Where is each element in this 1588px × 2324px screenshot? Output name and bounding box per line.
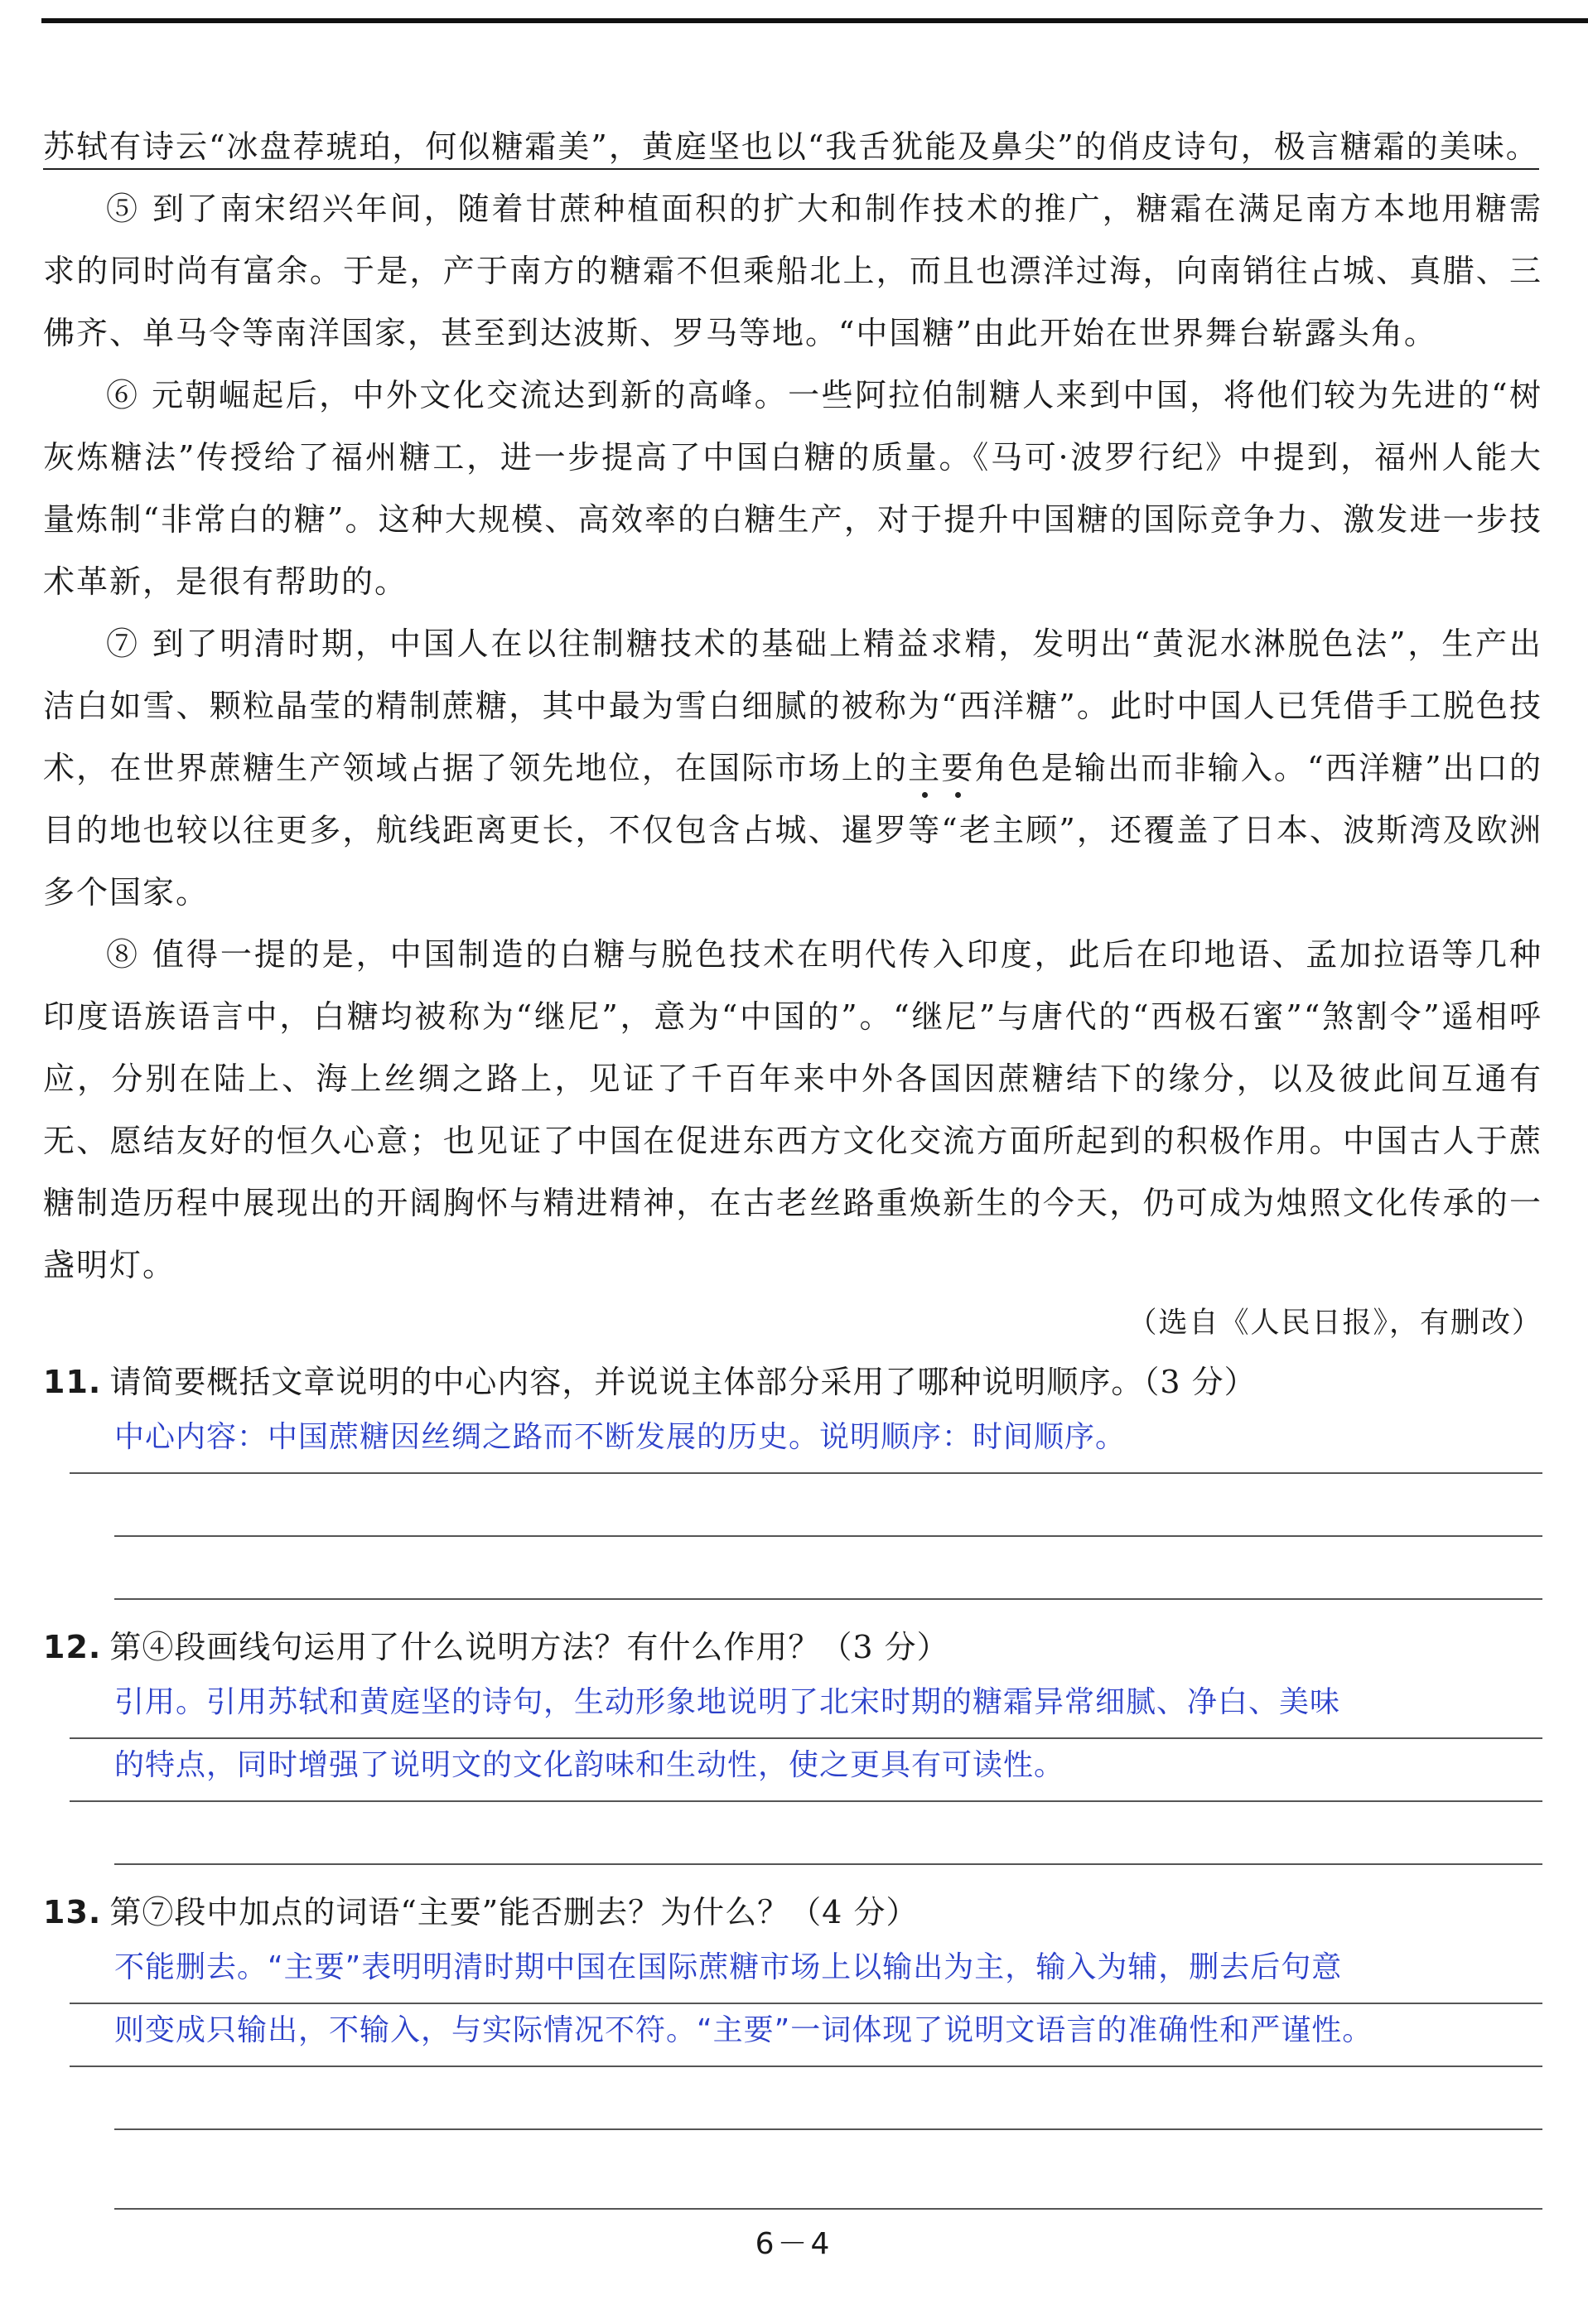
answer-line: 中心内容：中国蔗糖因丝绸之路而不断发展的历史。说明顺序：时间顺序。 <box>70 1411 1542 1474</box>
question-number: 11. <box>43 1364 102 1400</box>
question-12-prompt <box>43 1618 1542 1676</box>
question-13-prompt <box>43 1883 1542 1941</box>
top-rule <box>41 18 1588 23</box>
answer-area-11[interactable] <box>114 1411 1542 1600</box>
underlined-sentence: 苏轼有诗云“冰盘荐琥珀，何似糖霜美”，黄庭坚也以“我舌犹能及鼻尖”的俏皮诗句，极言糖霜的美味。 <box>43 128 1539 170</box>
question-number: 13. <box>43 1894 102 1930</box>
worksheet-page <box>43 116 1542 2130</box>
answer-line: 的特点，同时增强了说明文的文化韵味和生动性，使之更具有可读性。 <box>70 1739 1542 1802</box>
blank-answer-line[interactable] <box>114 1474 1542 1537</box>
paragraph-5: ⑤ 到了南宋绍兴年间，随着甘蔗种植面积的扩大和制作技术的推广，糖霜在满足南方本地用糖需求的同时尚有富余。于是，产于南方的糖霜不但乘船北上，而且也漂洋过海，向南销往占城、真腊、三佛齐、单马令等南洋国家，甚至到达波斯、罗马等地。“中国糖”由此开始在世界舞台崭露头角。 <box>43 191 1542 351</box>
dotted-char-zhu: 主 <box>908 750 942 786</box>
question-text: 第⑦段中加点的词语“主要”能否删去？为什么？（4 分） <box>109 1894 919 1930</box>
footer-rule <box>114 2208 1542 2210</box>
answer-line: 不能删去。“主要”表明明清时期中国在国际蔗糖市场上以输出为主，输入为辅，删去后句意 <box>70 1941 1542 2004</box>
question-text: 请简要概括文章说明的中心内容，并说说主体部分采用了哪种说明顺序。（3 分） <box>109 1364 1257 1400</box>
paragraph-4-end <box>43 116 1542 178</box>
question-11-prompt <box>43 1353 1542 1411</box>
paragraph-7-text-a: ⑦ 到了明清时期，中国人在以往制糖技术的基础上精益求精，发明出“黄泥水淋脱色法”，生产出洁白如雪、颗粒晶莹的精制蔗糖，其中最为雪白细腻的被称为“西洋糖”。此时中国人已凭借手工脱色技术，在世界蔗糖生产领域占据了领先地位，在国际市场上的 <box>43 626 1542 786</box>
question-text: 第④段画线句运用了什么说明方法？有什么作用？（3 分） <box>109 1629 949 1665</box>
page-number: 6－4 <box>755 2227 833 2261</box>
answer-line: 引用。引用苏轼和黄庭坚的诗句，生动形象地说明了北宋时期的糖霜异常细腻、净白、美味 <box>70 1676 1542 1739</box>
question-12 <box>43 1618 1542 1865</box>
answer-area-12[interactable] <box>114 1676 1542 1865</box>
source-citation: （选自《人民日报》，有删改） <box>1127 1307 1542 1340</box>
blank-answer-line[interactable] <box>114 1537 1542 1600</box>
question-number: 12. <box>43 1629 102 1665</box>
answer-line: 则变成只输出，不输入，与实际情况不符。“主要”一词体现了说明文语言的准确性和严谨性。 <box>70 2004 1542 2067</box>
paragraph-7-text-b: 角色是输出而非输入。“西洋糖”出口的目的地也较以往更多，航线距离更长，不仅包含占城、暹罗等“老主顾”，还覆盖了日本、波斯湾及欧洲多个国家。 <box>43 750 1542 911</box>
paragraph-6: ⑥ 元朝崛起后，中外文化交流达到新的高峰。一些阿拉伯制糖人来到中国，将他们较为先进的“树灰炼糖法”传授给了福州糖工，进一步提高了中国白糖的质量。《马可·波罗行纪》中提到，福州人能大量炼制“非常白的糖”。这种大规模、高效率的白糖生产，对于提升中国糖的国际竞争力、激发进一步技术革新，是很有帮助的。 <box>43 377 1542 600</box>
paragraph-7 <box>43 613 1542 924</box>
blank-answer-line[interactable] <box>114 1802 1542 1865</box>
answer-area-13[interactable] <box>114 1941 1542 2130</box>
dotted-char-yao: 要 <box>941 750 975 786</box>
question-13 <box>43 1883 1542 2130</box>
blank-answer-line[interactable] <box>114 2067 1542 2130</box>
question-11 <box>43 1353 1542 1600</box>
paragraph-8: ⑧ 值得一提的是，中国制造的白糖与脱色技术在明代传入印度，此后在印地语、孟加拉语等几种印度语族语言中，白糖均被称为“继尼”，意为“中国的”。“继尼”与唐代的“西极石蜜”“煞割令”遥相呼应，分别在陆上、海上丝绸之路上，见证了千百年来中外各国因蔗糖结下的缘分，以及彼此间互通有无、愿结友好的恒久心意；也见证了中国在促进东西方文化交流方面所起到的积极作用。中国古人于蔗糖制造历程中展现出的开阔胸怀与精进精神，在古老丝路重焕新生的今天，仍可成为烛照文化传承的一盏明灯。 <box>43 936 1542 1283</box>
